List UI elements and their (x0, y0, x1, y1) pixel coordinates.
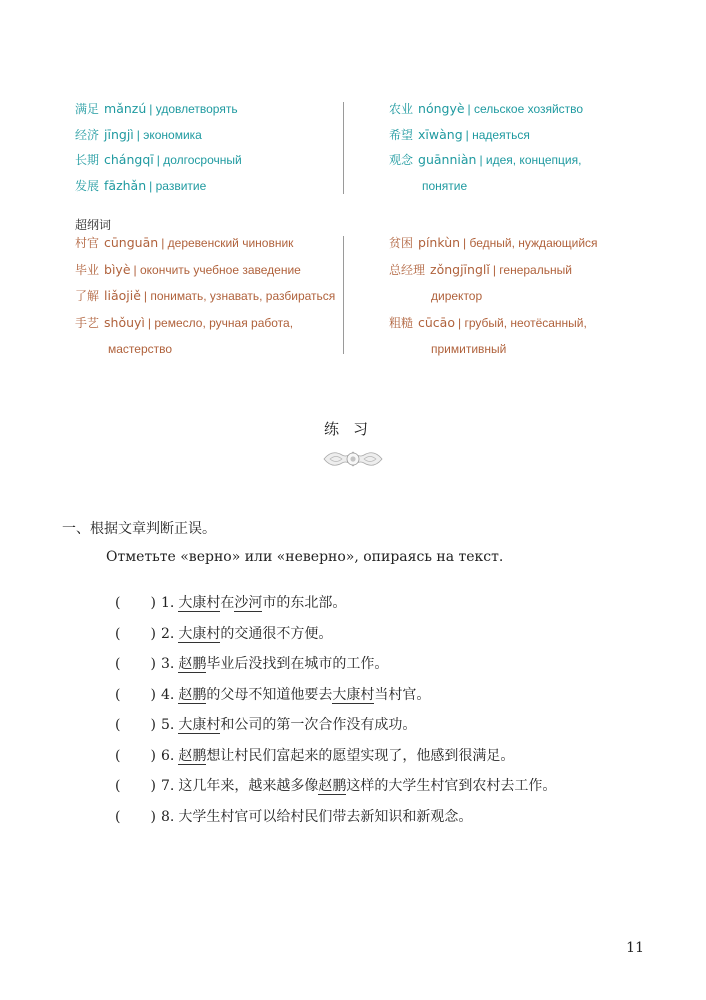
answer-paren-close: ) (150, 625, 156, 642)
answer-paren-close: ) (150, 656, 156, 672)
proper-noun: 赵鹏 (178, 747, 207, 764)
item-text: 的交通很不方便。 (220, 625, 333, 642)
vocab-meaning: | понимать, узнавать, разбираться (143, 289, 336, 303)
answer-paren-open: ( (115, 686, 121, 703)
vocab-hanzi: 贫困 (389, 236, 414, 250)
vocab-pinyin: chángqī (104, 152, 154, 167)
vocab-pinyin: mǎnzú (104, 101, 147, 116)
vocab-hanzi: 手艺 (75, 315, 100, 330)
vocab-entry (75, 101, 238, 117)
task-instruction: Отметьте «верно» или «неверно», опираясь на текст. (106, 549, 504, 565)
vocab-pinyin: jīngjì (104, 126, 134, 142)
item-number: 1. (161, 595, 175, 611)
item-number: 5. (161, 717, 175, 733)
vocab-meaning: | надеяться (465, 127, 530, 142)
vocab-meaning: | развитие (149, 178, 207, 193)
vocab-meaning: | удовлетворять (149, 102, 238, 116)
task-heading: 一、根据文章判断正误。 (62, 521, 216, 537)
vocab-entry (422, 178, 467, 194)
vocab-pinyin: cūcāo (418, 314, 455, 330)
vocab-meaning: | экономика (136, 127, 202, 142)
exercise-item (115, 594, 346, 612)
vocab-meaning: мастерство (108, 342, 173, 356)
vocab-hanzi: 总经理 (389, 262, 426, 277)
item-text: 在 (220, 595, 235, 611)
answer-paren-open: ( (115, 778, 121, 794)
answer-paren-open: ( (115, 808, 121, 825)
answer-blank[interactable] (115, 686, 161, 704)
vocab-pinyin: xīwàng (418, 126, 463, 142)
answer-paren-close: ) (150, 686, 156, 703)
proper-noun: 大康村 (178, 625, 221, 642)
proper-noun: 大康村 (178, 595, 221, 611)
answer-blank[interactable] (115, 655, 161, 673)
item-text: 大学生村官可以给村民们带去新知识和新观念。 (178, 808, 473, 825)
answer-paren-open: ( (115, 717, 121, 733)
vocab-entry (389, 101, 583, 117)
exercise-title: 练习 (323, 420, 382, 438)
vocab-meaning: | бедный, нуждающийся (463, 236, 598, 250)
item-number: 2. (161, 625, 175, 642)
vocab-hanzi: 希望 (389, 127, 414, 142)
vocab-hanzi: 了解 (75, 289, 100, 303)
answer-paren-open: ( (115, 625, 121, 642)
answer-paren-close: ) (150, 747, 156, 764)
column-divider (343, 236, 344, 354)
item-text: 当村官。 (374, 686, 431, 703)
proper-noun: 大康村 (332, 686, 375, 703)
answer-paren-open: ( (115, 747, 121, 764)
item-number: 8. (161, 808, 175, 825)
vocab-hanzi: 农业 (389, 102, 414, 116)
proper-noun: 大康村 (178, 717, 221, 733)
extra-vocab-label: 超纲词 (75, 218, 112, 232)
item-text: 和公司的第一次合作没有成功。 (220, 717, 417, 733)
vocab-meaning: | окончить учебное заведение (133, 262, 301, 277)
item-number: 3. (161, 656, 175, 672)
vocab-meaning: | ремесло, ручная работа, (147, 315, 294, 330)
vocab-entry (389, 262, 572, 278)
vocab-hanzi: 粗糙 (389, 315, 414, 330)
exercise-item (115, 686, 430, 704)
answer-blank[interactable] (115, 808, 161, 826)
vocab-entry (389, 235, 598, 251)
vocab-meaning: примитивный (431, 342, 507, 356)
proper-noun: 赵鹏 (178, 656, 207, 672)
item-number: 7. (161, 778, 175, 794)
vocab-meaning: | идея, концепция, (479, 153, 582, 167)
vocab-entry (389, 127, 530, 143)
item-text: 的父母不知道他要去 (206, 686, 333, 703)
vocab-entry (431, 341, 506, 357)
answer-blank[interactable] (115, 594, 161, 612)
answer-blank[interactable] (115, 716, 161, 734)
vocab-entry (75, 235, 293, 251)
exercise-item (115, 655, 388, 673)
item-text: 毕业后没找到在城市的工作。 (206, 656, 389, 672)
item-text: 这样的大学生村官到农村去工作。 (346, 778, 557, 794)
vocab-hanzi: 长期 (75, 153, 100, 167)
item-text: 想让村民们富起来的愿望实现了，他感到很满足。 (206, 747, 515, 764)
vocab-pinyin: cūnguān (104, 235, 159, 250)
exercise-item (115, 625, 332, 643)
vocab-pinyin: liǎojiě (104, 288, 141, 303)
vocab-pinyin: nóngyè (418, 101, 465, 116)
vocab-meaning: директор (431, 289, 483, 303)
answer-paren-close: ) (150, 778, 156, 794)
answer-paren-close: ) (150, 595, 156, 611)
vocab-entry (75, 262, 301, 278)
exercise-item (115, 777, 556, 795)
vocab-entry (431, 288, 482, 304)
proper-noun: 沙河 (234, 595, 263, 611)
vocab-entry (75, 152, 242, 168)
item-number: 6. (161, 747, 175, 764)
vocab-pinyin: shǒuyì (104, 314, 145, 330)
vocab-entry (389, 152, 581, 168)
vocab-hanzi: 发展 (75, 178, 100, 193)
vocab-hanzi: 毕业 (75, 262, 100, 277)
vocab-entry (75, 315, 293, 331)
item-text: 这几年来，越来越多像 (178, 778, 319, 794)
column-divider (343, 102, 344, 194)
exercise-item (115, 716, 416, 734)
ornament-icon (322, 446, 384, 472)
answer-paren-close: ) (150, 717, 156, 733)
answer-blank[interactable] (115, 625, 161, 643)
answer-blank[interactable] (115, 747, 161, 765)
vocab-entry (75, 127, 202, 143)
vocab-hanzi: 村官 (75, 236, 100, 250)
vocab-pinyin: zǒngjīnglǐ (430, 261, 490, 277)
vocab-meaning: | деревенский чиновник (161, 236, 294, 250)
item-number: 4. (161, 686, 175, 703)
vocab-hanzi: 观念 (389, 153, 414, 167)
answer-paren-close: ) (150, 808, 156, 825)
exercise-item (115, 808, 472, 826)
vocab-pinyin: fāzhǎn (104, 177, 147, 193)
vocab-meaning: | долгосрочный (156, 153, 242, 167)
proper-noun: 赵鹏 (318, 778, 347, 794)
vocab-meaning: понятие (422, 178, 468, 193)
vocab-meaning: | сельское хозяйство (467, 102, 584, 116)
vocab-pinyin: pínkùn (418, 235, 461, 250)
exercise-item (115, 747, 514, 765)
vocab-entry (108, 341, 172, 357)
vocab-pinyin: guānniàn (418, 152, 477, 167)
vocab-entry (389, 315, 587, 331)
vocab-pinyin: bìyè (104, 261, 131, 277)
item-text: 市的东北部。 (262, 595, 347, 611)
vocab-hanzi: 经济 (75, 127, 100, 142)
answer-paren-open: ( (115, 595, 121, 611)
page-number: 11 (626, 940, 644, 956)
vocab-entry (75, 178, 206, 194)
answer-blank[interactable] (115, 777, 161, 795)
proper-noun: 赵鹏 (178, 686, 207, 703)
vocab-meaning: | генеральный (492, 262, 572, 277)
vocab-hanzi: 满足 (75, 102, 100, 116)
vocab-meaning: | грубый, неотёсанный, (458, 315, 587, 330)
answer-paren-open: ( (115, 656, 121, 672)
vocab-entry (75, 288, 335, 304)
